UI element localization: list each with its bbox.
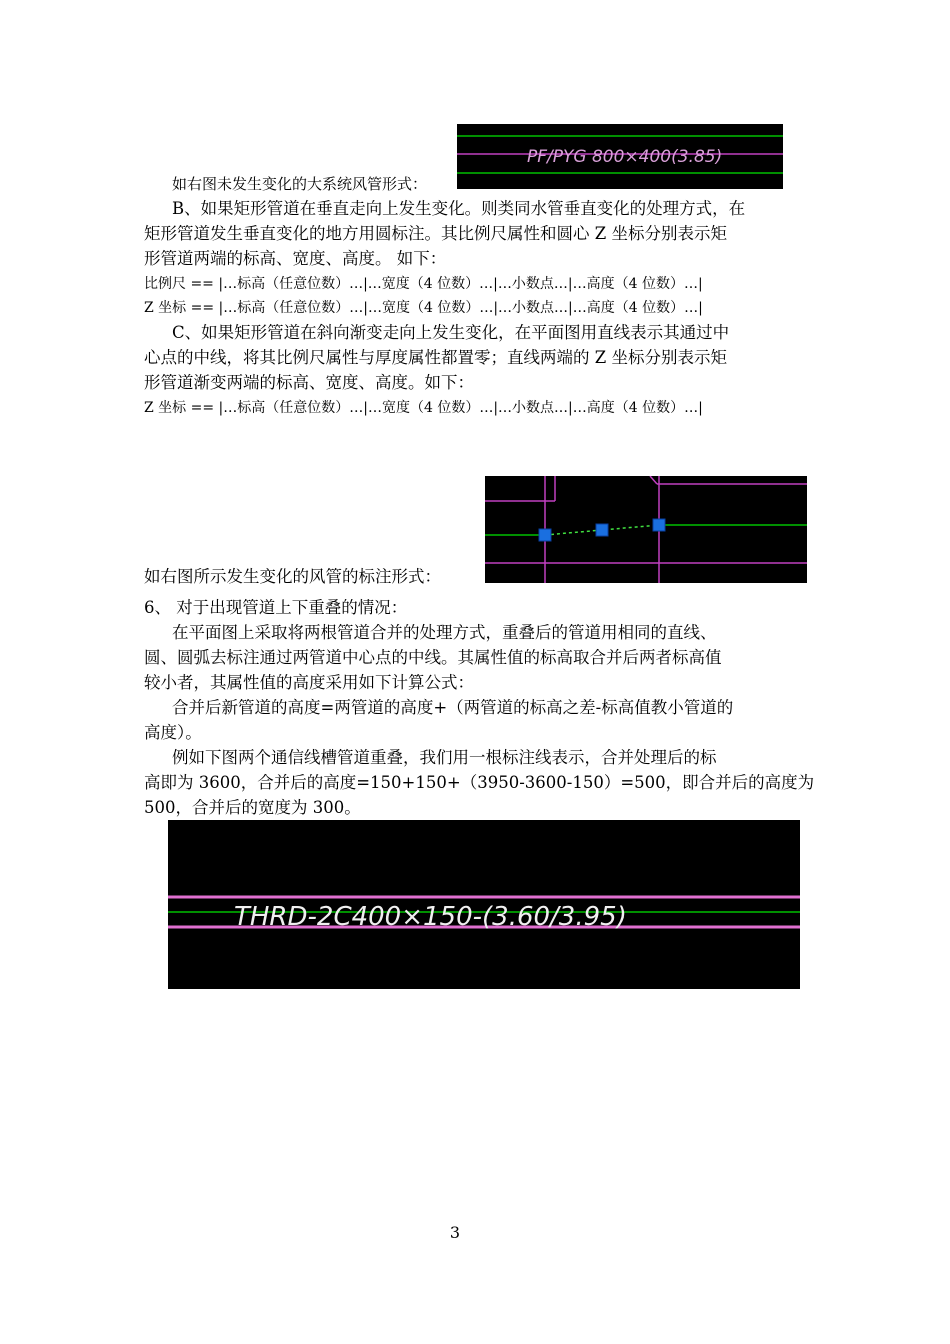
b-line-2: 矩形管道发生垂直变化的地方用圆标注。其比例尺属性和圆心 Z 坐标分别表示矩: [144, 224, 727, 243]
grip-node-middle: [596, 524, 608, 536]
c-line-3: 形管道渐变两端的标高、宽度、高度。如下：: [144, 373, 474, 392]
figure3-tray-label: THRD-2C400×150-(3.60/3.95): [234, 902, 627, 932]
formula-z-1: Z 坐标 == |…标高（任意位数）…|…宽度（4 位数）…|…小数点…|…高度（4 位数）…|: [144, 300, 703, 316]
figure1-duct-label: PF/PYG 800×400(3.85): [527, 147, 723, 167]
s6-p1-line-2: 圆、圆弧去标注通过两管道中心点的中线。其属性值的标高取合并后两者标高值: [144, 648, 722, 667]
s6-p2-line-2: 高度）。: [144, 723, 202, 742]
s6-p2-line-1: 合并后新管道的高度=两管道的高度+（两管道的标高之差-标高值教小管道的: [172, 698, 734, 717]
c-line-2: 心点的中线，将其比例尺属性与厚度属性都置零；直线两端的 Z 坐标分别表示矩: [144, 348, 727, 367]
figure-merged-trays: [168, 820, 800, 989]
grip-node-left: [539, 529, 551, 541]
formula-scale: 比例尺 == |…标高（任意位数）…|…宽度（4 位数）…|…小数点…|…高度（4 位数）…|: [144, 276, 703, 292]
grip-node-right: [653, 519, 665, 531]
s6-p3-line-1: 例如下图两个通信线槽管道重叠，我们用一根标注线表示，合并处理后的标: [172, 748, 717, 767]
fig2-caption: 如右图所示发生变化的风管的标注形式：: [144, 567, 441, 586]
s6-p1-line-3: 较小者，其属性值的高度采用如下计算公式：: [144, 673, 474, 692]
figure-duct-unchanged: [457, 124, 783, 189]
figure-duct-transition: [485, 476, 807, 583]
b-line-3: 形管道两端的标高、宽度、高度。 如下：: [144, 249, 447, 268]
formula-z-2: Z 坐标 == |…标高（任意位数）…|…宽度（4 位数）…|…小数点…|…高度（4 位数）…|: [144, 400, 703, 416]
section-6-title: 6、 对于出现管道上下重叠的情况：: [144, 598, 408, 617]
c-line-1: C、如果矩形管道在斜向渐变走向上发生变化，在平面图用直线表示其通过中: [172, 323, 730, 342]
s6-p3-line-3: 500，合并后的宽度为 300。: [144, 798, 361, 817]
b-line-1: B、如果矩形管道在垂直走向上发生变化。则类同水管垂直变化的处理方式，在: [172, 199, 746, 218]
s6-p3-line-2: 高即为 3600，合并后的高度=150+150+（3950-3600-150）=500，即合并后的高度为: [144, 773, 815, 792]
page-number: 3: [449, 1223, 461, 1242]
fig1-caption: 如右图未发生变化的大系统风管形式：: [172, 175, 428, 193]
s6-p1-line-1: 在平面图上采取将两根管道合并的处理方式，重叠后的管道用相同的直线、: [172, 623, 717, 642]
